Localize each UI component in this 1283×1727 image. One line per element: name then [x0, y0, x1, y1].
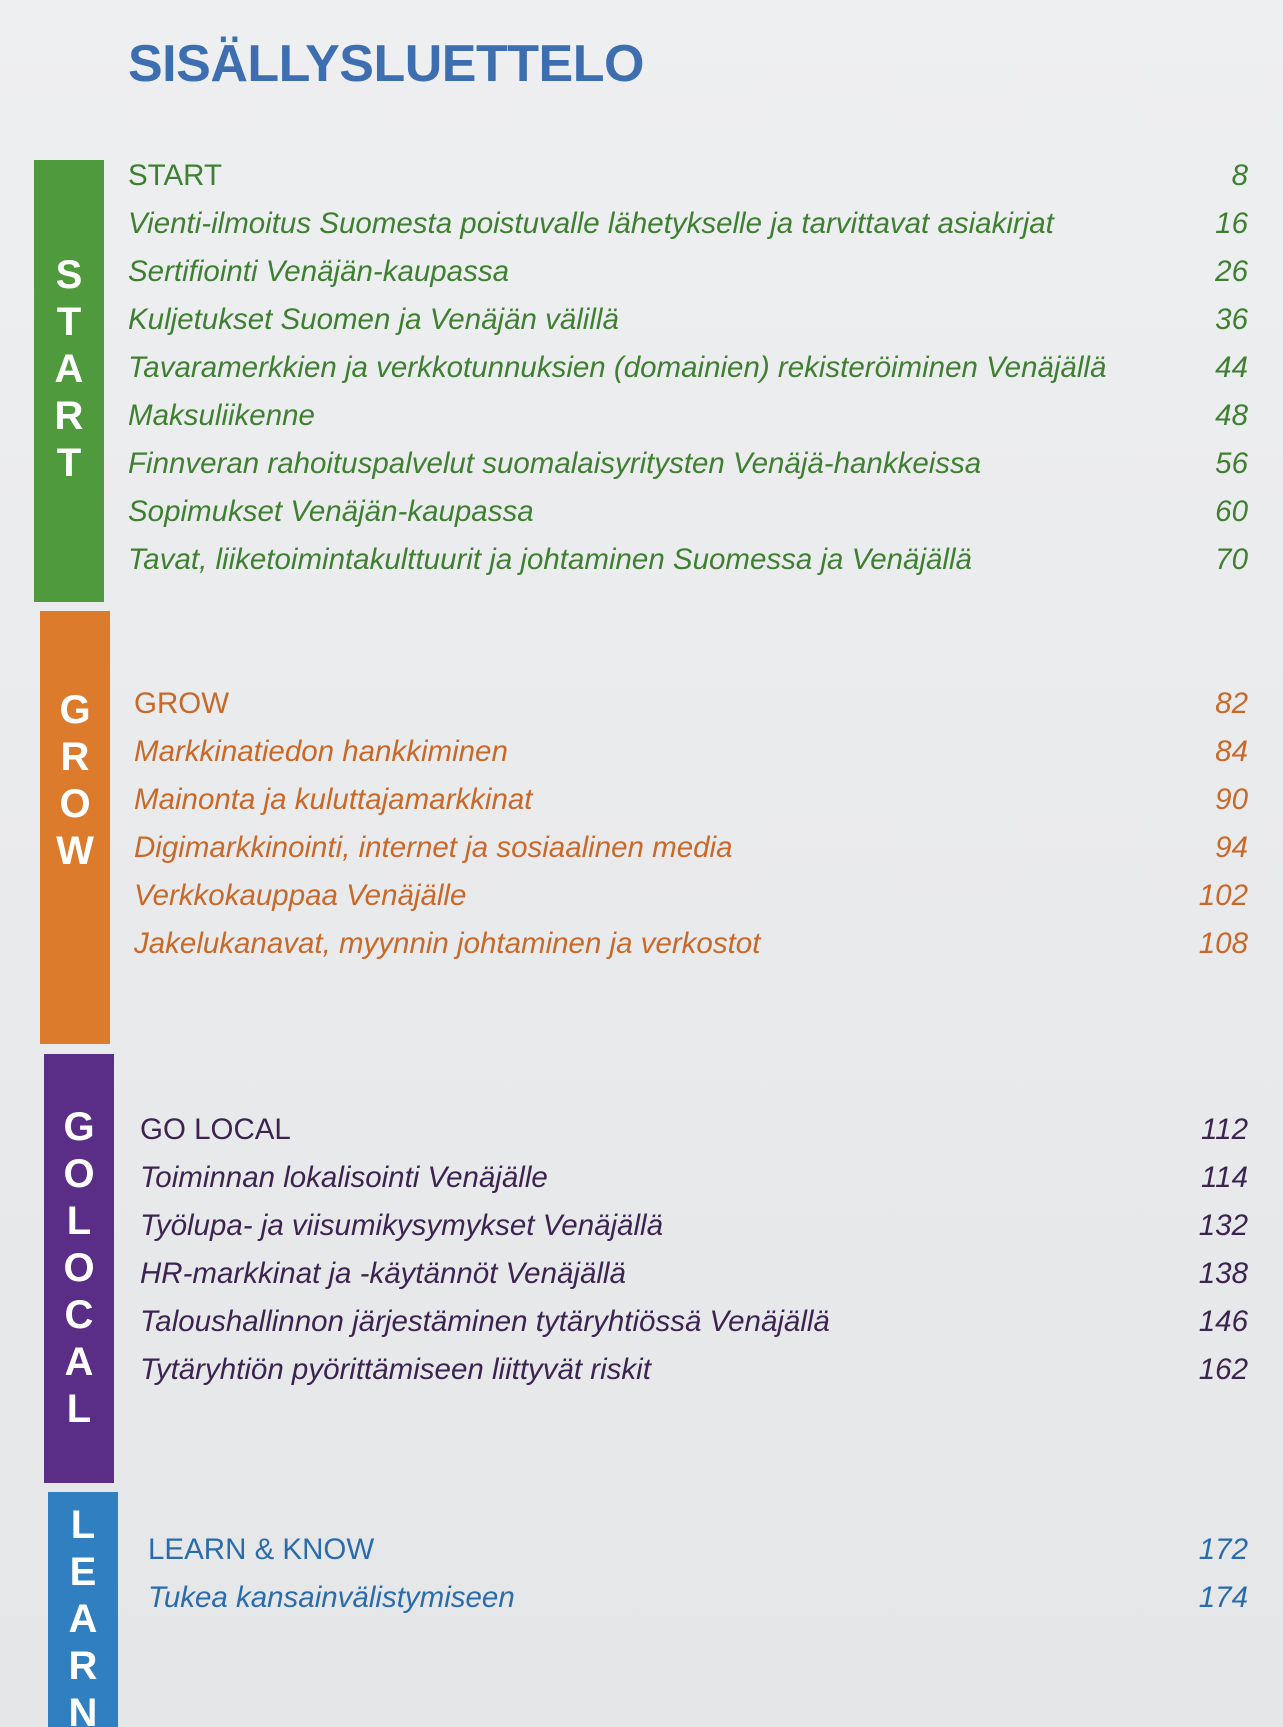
tab-letter: C: [64, 1293, 94, 1337]
toc-page-number: 36: [1215, 303, 1248, 336]
toc-row[interactable]: [128, 296, 1248, 344]
tab-letter: S: [55, 253, 83, 297]
toc-row[interactable]: [128, 488, 1248, 536]
toc-row[interactable]: [134, 728, 1248, 776]
section-tab-golocal: [44, 1054, 114, 1483]
toc-page-number: 102: [1198, 879, 1248, 912]
toc-entry-title: Tytäryhtiön pyörittämiseen liittyvät riskit: [140, 1353, 651, 1386]
toc-entry-title: Mainonta ja kuluttajamarkkinat: [134, 783, 533, 816]
toc-page-number: 90: [1215, 783, 1248, 816]
tab-letter: G: [63, 1105, 95, 1149]
toc-page-number: 70: [1215, 543, 1248, 576]
tab-letter: O: [63, 1152, 95, 1196]
toc-row[interactable]: [134, 920, 1248, 968]
toc-row[interactable]: [128, 344, 1248, 392]
tab-letter: R: [54, 394, 84, 438]
toc-section-learn: [148, 1526, 1248, 1622]
toc-row[interactable]: [128, 152, 1248, 200]
toc-entry-title: Verkkokauppaa Venäjälle: [134, 879, 467, 912]
toc-page-number: 146: [1198, 1305, 1248, 1338]
toc-page-number: 108: [1198, 927, 1248, 960]
toc-row[interactable]: [140, 1106, 1248, 1154]
toc-entry-title: Maksuliikenne: [128, 399, 315, 432]
toc-page-number: 44: [1215, 351, 1248, 384]
toc-entry-title: GROW: [134, 687, 230, 720]
toc-entry-title: Sertifiointi Venäjän-kaupassa: [128, 255, 509, 288]
toc-page-number: 84: [1215, 735, 1248, 768]
toc-entry-title: Tukea kansainvälistymiseen: [148, 1581, 515, 1614]
section-tab-learn: [48, 1492, 118, 1727]
toc-row[interactable]: [128, 248, 1248, 296]
tab-letter: L: [70, 1503, 96, 1547]
toc-page-number: 8: [1231, 159, 1248, 192]
toc-page-number: 60: [1215, 495, 1248, 528]
toc-entry-title: Sopimukset Venäjän-kaupassa: [128, 495, 534, 528]
toc-section-grow: [134, 680, 1248, 968]
tab-letter: N: [68, 1691, 98, 1727]
page-title: SISÄLLYSLUETTELO: [128, 35, 644, 93]
toc-page-number: 132: [1198, 1209, 1248, 1242]
toc-row[interactable]: [128, 200, 1248, 248]
toc-entry-title: Digimarkkinointi, internet ja sosiaalinen media: [134, 831, 733, 864]
toc-row[interactable]: [134, 680, 1248, 728]
tab-letter: T: [56, 300, 82, 344]
toc-page-number: 112: [1200, 1113, 1248, 1146]
toc-page-number: 162: [1198, 1353, 1248, 1386]
tab-letter: T: [56, 441, 82, 485]
toc-entry-title: Tavaramerkkien ja verkkotunnuksien (domainien) rekisteröiminen Venäjällä: [128, 351, 1107, 384]
toc-row[interactable]: [148, 1574, 1248, 1622]
toc-row[interactable]: [140, 1202, 1248, 1250]
tab-letter: E: [69, 1550, 97, 1594]
toc-page-number: 94: [1215, 831, 1248, 864]
toc-page-number: 138: [1198, 1257, 1248, 1290]
toc-entry-title: GO LOCAL: [140, 1113, 291, 1146]
tab-letter: A: [54, 347, 84, 391]
toc-row[interactable]: [128, 392, 1248, 440]
tab-letter: A: [64, 1340, 94, 1384]
tab-letter: R: [60, 735, 90, 779]
toc-page-number: 82: [1215, 687, 1248, 720]
toc-page-number: 16: [1215, 207, 1248, 240]
toc-section-start: [128, 152, 1248, 584]
toc-page-number: 26: [1215, 255, 1248, 288]
toc-entry-title: Työlupa- ja viisumikysymykset Venäjällä: [140, 1209, 663, 1242]
toc-entry-title: Markkinatiedon hankkiminen: [134, 735, 508, 768]
toc-row[interactable]: [140, 1154, 1248, 1202]
toc-entry-title: Toiminnan lokalisointi Venäjälle: [140, 1161, 548, 1194]
toc-row[interactable]: [134, 776, 1248, 824]
tab-letter: O: [59, 782, 91, 826]
tab-letter: L: [66, 1387, 92, 1431]
toc-row[interactable]: [128, 536, 1248, 584]
toc-row[interactable]: [134, 824, 1248, 872]
tab-letter: L: [66, 1199, 92, 1243]
toc-page-number: 174: [1198, 1581, 1248, 1614]
toc-entry-title: Kuljetukset Suomen ja Venäjän välillä: [128, 303, 619, 336]
tab-letter: R: [68, 1644, 98, 1688]
toc-section-golocal: [140, 1106, 1248, 1394]
toc-entry-title: Taloushallinnon järjestäminen tytäryhtiössä Venäjällä: [140, 1305, 830, 1338]
tab-letter: W: [56, 829, 94, 873]
toc-entry-title: Jakelukanavat, myynnin johtaminen ja verkostot: [134, 927, 761, 960]
section-tab-start: [34, 160, 104, 602]
tab-letter: A: [68, 1597, 98, 1641]
section-tab-grow: [40, 611, 110, 1044]
toc-page-number: 172: [1198, 1533, 1248, 1566]
toc-row[interactable]: [140, 1298, 1248, 1346]
toc-row[interactable]: [148, 1526, 1248, 1574]
toc-entry-title: START: [128, 159, 222, 192]
toc-page-number: 56: [1215, 447, 1248, 480]
toc-row[interactable]: [134, 872, 1248, 920]
toc-page-number: 114: [1200, 1161, 1248, 1194]
toc-page-number: 48: [1215, 399, 1248, 432]
tab-letter: G: [59, 688, 91, 732]
tab-letter: O: [63, 1246, 95, 1290]
toc-entry-title: Tavat, liiketoimintakulttuurit ja johtaminen Suomessa ja Venäjällä: [128, 543, 972, 576]
toc-row[interactable]: [128, 440, 1248, 488]
toc-entry-title: HR-markkinat ja -käytännöt Venäjällä: [140, 1257, 626, 1290]
toc-entry-title: LEARN & KNOW: [148, 1533, 375, 1566]
toc-row[interactable]: [140, 1250, 1248, 1298]
toc-row[interactable]: [140, 1346, 1248, 1394]
toc-entry-title: Finnveran rahoituspalvelut suomalaisyritysten Venäjä-hankkeissa: [128, 447, 982, 480]
toc-entry-title: Vienti-ilmoitus Suomesta poistuvalle lähetykselle ja tarvittavat asiakirjat: [128, 207, 1054, 240]
